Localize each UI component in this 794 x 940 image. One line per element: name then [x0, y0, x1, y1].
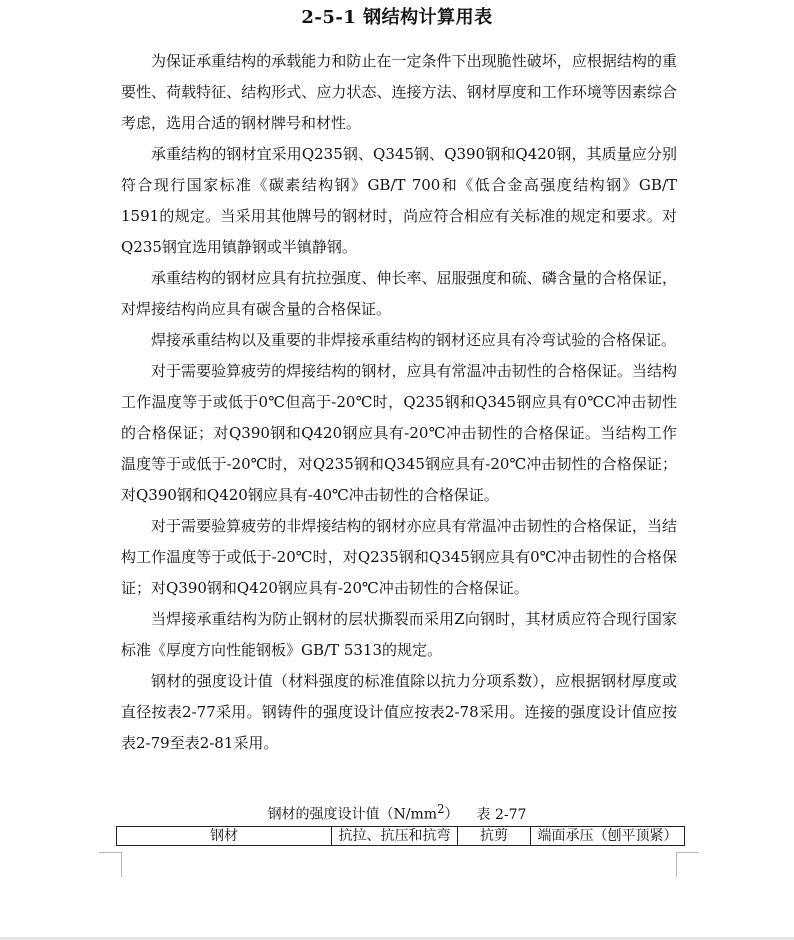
table-caption-close: ）	[444, 806, 459, 823]
crop-mark-right	[676, 852, 699, 877]
paragraph-5: 对于需要验算疲劳的焊接结构的钢材，应具有常温冲击韧性的合格保证。当结构工作温度等于或低于0℃但高于-20℃时，Q235钢和Q345钢应具有0℃C冲击韧性的合格保证；对Q390钢和Q420钢应具有-20℃冲击韧性的合格保证。当结构工作温度等于或低于-20℃时，对Q235钢和Q345钢应具有-20℃冲击韧性的合格保证；对Q390钢和Q420钢应具有-40℃冲击韧性的合格保证。	[121, 362, 677, 504]
paragraph-3: 承重结构的钢材应具有抗拉强度、伸长率、屈服强度和硫、磷含量的合格保证，对焊接结构尚应具有碳含量的合格保证。	[121, 269, 677, 318]
table-number: 表 2-77	[476, 806, 527, 823]
body-text	[121, 46, 677, 759]
table-caption	[0, 798, 794, 826]
paragraph-6: 对于需要验算疲劳的非焊接结构的钢材亦应具有常温冲击韧性的合格保证，当结构工作温度等于或低于-20℃时，对Q235钢和Q345钢应具有0℃冲击韧性的合格保证；对Q390钢和Q420钢应具有-20℃冲击韧性的合格保证。	[121, 517, 677, 597]
header-tension-compression-bending: 抗拉、抗压和抗弯	[332, 827, 458, 846]
paragraph-8: 钢材的强度设计值（材料强度的标准值除以抗力分项系数），应根据钢材厚度或直径按表2-77采用。钢铸件的强度设计值应按表2-78采用。连接的强度设计值应按表2-79至表2-81采用。	[121, 672, 677, 752]
paragraph-1: 为保证承重结构的承载能力和防止在一定条件下出现脆性破坏，应根据结构的重要性、荷载特征、结构形式、应力状态、连接方法、钢材厚度和工作环境等因素综合考虑，选用合适的钢材牌号和材性。	[121, 52, 677, 132]
paragraph-2: 承重结构的钢材宜采用Q235钢、Q345钢、Q390钢和Q420钢，其质量应分别符合现行国家标准《碳素结构钢》GB/T 700和《低合金高强度结构钢》GB/T 1591的规定。当采用其他牌号的钢材时，尚应符合相应有关标准的规定和要求。对Q235钢宜选用镇静钢或半镇静钢。	[121, 145, 677, 256]
section-title: 2-5-1 钢结构计算用表	[301, 7, 493, 28]
table-header-row	[117, 827, 685, 846]
crop-mark-left	[99, 852, 122, 877]
header-end-bearing: 端面承压（刨平顶紧）	[531, 827, 685, 846]
table-caption-text: 钢材的强度设计值（N/mm	[267, 806, 438, 823]
header-shear: 抗剪	[458, 827, 531, 846]
header-steel: 钢材	[117, 827, 332, 846]
paragraph-4: 焊接承重结构以及重要的非焊接承重结构的钢材还应具有冷弯试验的合格保证。	[151, 331, 677, 349]
steel-strength-table	[116, 826, 685, 846]
paragraph-7: 当焊接承重结构为防止钢材的层状撕裂而采用Z向钢时，其材质应符合现行国家标准《厚度方向性能钢板》GB/T 5313的规定。	[121, 610, 677, 659]
table-caption-sup: 2	[437, 802, 445, 816]
